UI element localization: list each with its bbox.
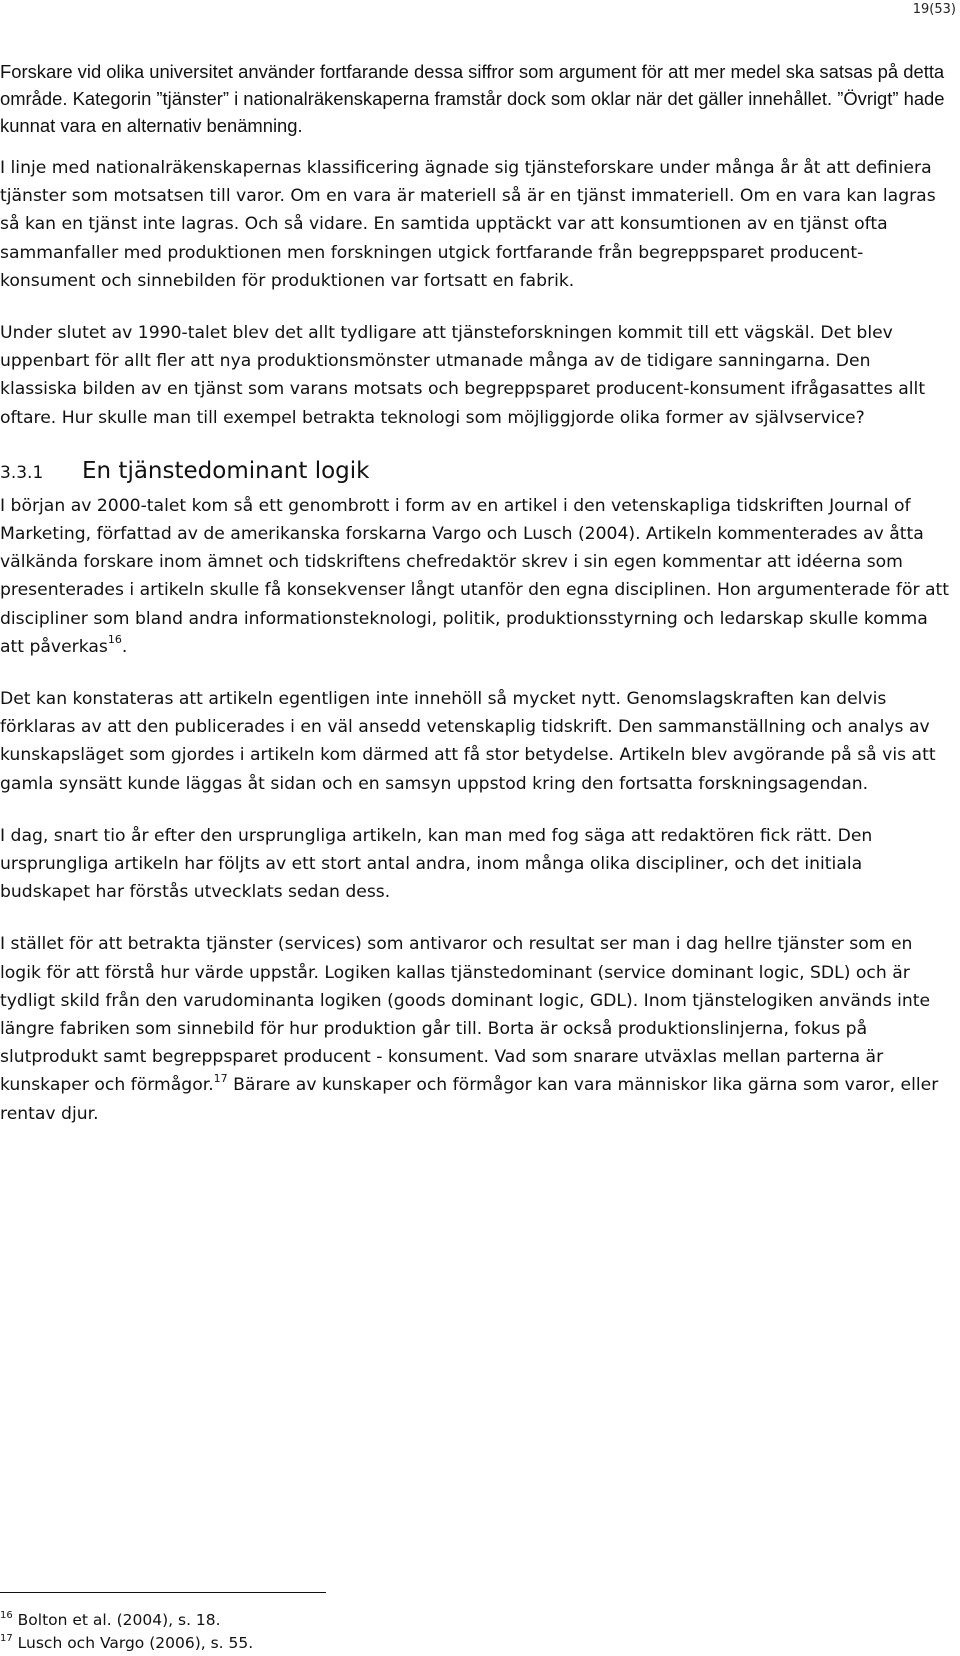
footnote-ref-16[interactable]: 16: [107, 633, 122, 647]
footnote-text-17: Lusch och Vargo (2006), s. 55.: [12, 1634, 254, 1652]
footnote-ref-17[interactable]: 17: [213, 1071, 228, 1085]
paragraph-1: Forskare vid olika universitet använder fortfarande dessa siffror som argument för att mer medel ska satsas på detta område. Kategorin ”tjänster” i nationalräkenskaperna framstår dock som oklar när det gäller innehållet. ”Övrigt” hade kunnat vara en alternativ benämning.: [0, 61, 945, 136]
footnote-divider: [0, 1592, 326, 1593]
paragraph-4: [0, 492, 950, 661]
footnote-text-16: Bolton et al. (2004), s. 18.: [12, 1611, 221, 1629]
page-number: 19(53): [912, 2, 956, 17]
footnote-17: [0, 1632, 950, 1655]
section-number: 3.3.1: [0, 462, 44, 483]
paragraph-7-end: Bärare av kunskaper och förmågor kan vara människor lika gärna som varor, eller rentav djur.: [0, 1075, 939, 1124]
section-heading: [0, 458, 950, 484]
paragraph-3: Under slutet av 1990-talet blev det allt tydligare att tjänsteforskningen kommit till ett vägskäl. Det blev uppenbart för allt fler att nya produktionsmönster utmanade många av de tidigare sanningarna. Den klassiska bilden av en tjänst som varans motsats och begreppsparet producent-konsument ifrågasattes allt oftare. Hur skulle man till exempel betrakta teknologi som möjliggjorde olika former av självservice?: [0, 323, 926, 428]
footnote-marker-17: 17: [0, 1632, 13, 1644]
paragraph-6: I dag, snart tio år efter den ursprungliga artikeln, kan man med fog säga att redaktören fick rätt. Den ursprungliga artikeln har följts av ett stort antal andra, inom många olika discipliner, och det initiala budskapet har förstås utvecklats sedan dess.: [0, 825, 873, 903]
paragraph-4-end: .: [121, 636, 128, 657]
footnotes: [0, 1592, 950, 1655]
footnote-marker-16: 16: [0, 1609, 13, 1621]
document-body: [0, 58, 950, 1152]
paragraph-2: I linje med nationalräkenskapernas klassificering ägnade sig tjänsteforskare under många år åt att definiera tjänster som motsatsen till varor. Om en vara är materiell så är en tjänst immateriell. Om en vara kan lagras så kan en tjänst inte lagras. Och så vidare. En samtida upptäckt var att konsumtionen av en tjänst ofta sammanfaller med produktionen men forskningen utgick fortfarande från begreppsparet producent-konsument och sinnebilden för produktionen var fortsatt en fabrik.: [0, 158, 936, 291]
paragraph-7-text: I stället för att betrakta tjänster (services) som antivaror och resultat ser man i dag hellre tjänster som en logik för att förstå hur värde uppstår. Logiken kallas tjänstedominant (service dominant logic, SDL) och är tydligt skild från den varudominanta logiken (goods dominant logic, GDL). Inom tjänstelogiken används inte längre fabriken som sinnebild för hur produktion går till. Borta är också produktionslinjerna, fokus på slutprodukt samt begreppsparet producent - konsument. Vad som snarare utväxlas mellan parterna är kunskaper och förmågor.: [0, 934, 931, 1096]
paragraph-7: [0, 930, 950, 1127]
footnote-16: [0, 1609, 950, 1632]
section-title: En tjänstedominant logik: [82, 457, 370, 484]
paragraph-4-text: I början av 2000-talet kom så ett genombrott i form av en artikel i den vetenskapliga tidskriften Journal of Marketing, författad av de amerikanska forskarna Vargo och Lusch (2004). Artikeln kommenterades av åtta välkända forskare inom ämnet och tidskriftens chefredaktör skrev i sin egen kommentar att idéerna som presenterades i artikeln skulle få konsekvenser långt utanför den egna disciplinen. Hon argumenterade för att discipliner som bland andra informationsteknologi, politik, produktionsstyrning och ledarskap skulle komma att påverkas: [0, 495, 950, 657]
paragraph-5: Det kan konstateras att artikeln egentligen inte innehöll så mycket nytt. Genomslagskraften kan delvis förklaras av att den publicerades i en väl ansedd vetenskaplig tidskrift. Den sammanställning och analys av kunskapsläget som gjordes i artikeln kom därmed att få stor betydelse. Artikeln blev avgörande på så vis att gamla synsätt kunde läggas åt sidan och en samsyn uppstod kring den fortsatta forskningsagendan.: [0, 689, 936, 794]
